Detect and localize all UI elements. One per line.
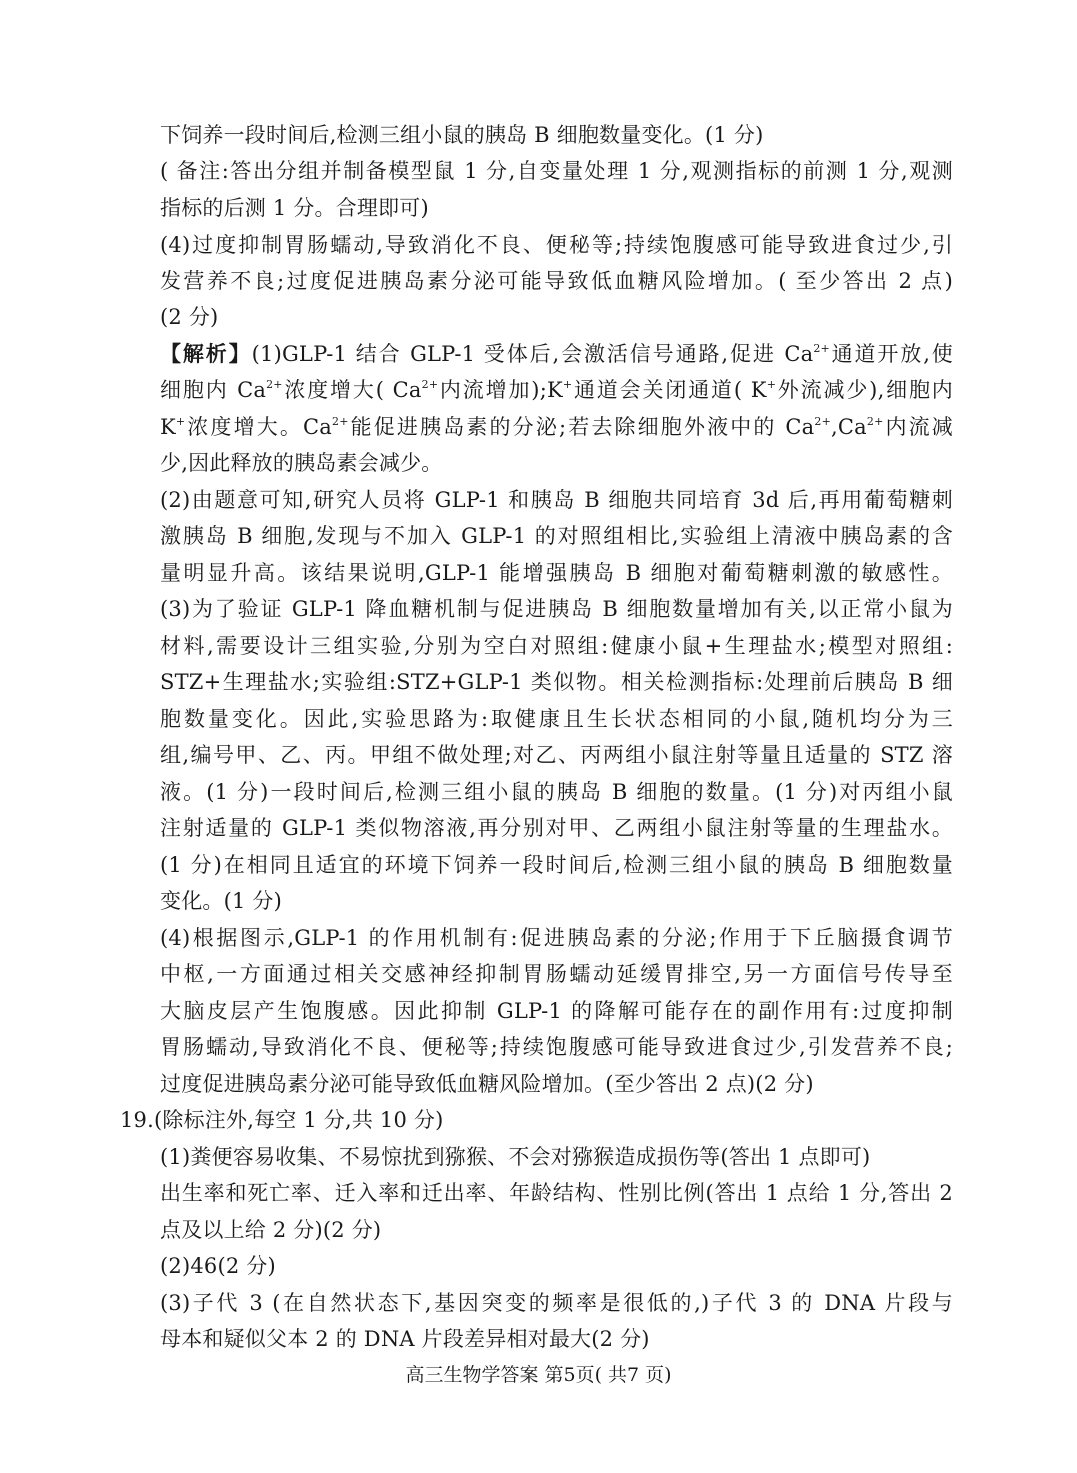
text-line: (3)为了验证 GLP-1 降血糖机制与促进胰岛 B 细胞数量增加有关,以正常小鼠为 xyxy=(160,597,953,621)
text-line: 中枢,一方面通过相关交感神经抑制胃肠蠕动延缓胃排空,另一方面信号传导至 xyxy=(160,962,953,986)
text-line: 液。(1 分)一段时间后,检测三组小鼠的胰岛 B 细胞的数量。(1 分)对丙组小鼠 xyxy=(160,780,953,804)
text-line: (4)根据图示,GLP-1 的作用机制有:促进胰岛素的分泌;作用于下丘脑摄食调节 xyxy=(160,926,953,950)
text-line: 胃肠蠕动,导致消化不良、便秘等;持续饱腹感可能导致进食过少,引发营养不良; xyxy=(160,1035,953,1059)
text-line: K+浓度增大。$Ca^{2+}$能促进胰岛素的分泌;若去除细胞外液中的 $Ca^{2+},Ca^{2+}$内流减 xyxy=(160,415,953,439)
text-line: 少,因此释放的胰岛素会减少。 xyxy=(160,451,443,475)
text-line: 材料,需要设计三组实验,分别为空白对照组:健康小鼠+生理盐水;模型对照组: xyxy=(160,634,953,658)
text-line: (2)46(2 分) xyxy=(160,1254,276,1278)
question-19-heading: 19.(除标注外,每空 1 分,共 10 分) xyxy=(120,1108,444,1132)
text-line: (4)过度抑制胃肠蠕动,导致消化不良、便秘等;持续饱腹感可能导致进食过少,引 xyxy=(160,233,953,257)
text-line: (2 分) xyxy=(160,305,219,329)
text-line: 组,编号甲、乙、丙。甲组不做处理;对乙、丙两组小鼠注射等量且适量的 STZ 溶 xyxy=(160,743,953,767)
text-line: (2)由题意可知,研究人员将 GLP-1 和胰岛 B 细胞共同培育 3d 后,再用葡萄糖刺 xyxy=(160,488,953,512)
text-line: (1 分)在相同且适宜的环境下饲养一段时间后,检测三组小鼠的胰岛 B 细胞数量 xyxy=(160,853,953,877)
text-line: 出生率和死亡率、迁入率和迁出率、年龄结构、性别比例(答出 1 点给 1 分,答出 2 xyxy=(160,1181,953,1205)
page-footer: 高三生物学答案 第5页( 共7 页) xyxy=(405,1364,672,1386)
text-line: 指标的后测 1 分。合理即可) xyxy=(160,196,429,220)
text-line: (1)粪便容易收集、不易惊扰到猕猴、不会对猕猴造成损伤等(答出 1 点即可) xyxy=(160,1145,871,1169)
text-line: 细胞内 $Ca^{2+}$浓度增大( $Ca^{2+}$内流增加);K+通道会关闭通道( K+外流减少),细胞内 xyxy=(160,378,953,402)
text-line: 大脑皮层产生饱腹感。因此抑制 GLP-1 的降解可能存在的副作用有:过度抑制 xyxy=(160,999,953,1023)
text-line: 过度促进胰岛素分泌可能导致低血糖风险增加。(至少答出 2 点)(2 分) xyxy=(160,1072,814,1096)
text-line: (3)子代 3 (在自然状态下,基因突变的频率是很低的,)子代 3 的 DNA 片段与 xyxy=(160,1291,953,1315)
text-line: 量明显升高。该结果说明,GLP-1 能增强胰岛 B 细胞对葡萄糖刺激的敏感性。 xyxy=(160,561,953,585)
analysis-heading-line: 【解析】(1)GLP-1 结合 GLP-1 受体后,会激活信号通路,促进 $Ca^{2+}$通道开放,使 xyxy=(160,341,954,366)
text-line: 点及以上给 2 分)(2 分) xyxy=(160,1218,382,1242)
text-line: ( 备注:答出分组并制备模型鼠 1 分,自变量处理 1 分,观测指标的前测 1 分,观测 xyxy=(160,159,953,183)
text-line: STZ+生理盐水;实验组:STZ+GLP-1 类似物。相关检测指标:处理前后胰岛 B 细 xyxy=(160,670,953,694)
text-line: 发营养不良;过度促进胰岛素分泌可能导致低血糖风险增加。( 至少答出 2 点) xyxy=(160,269,953,293)
text-line: 胞数量变化。因此,实验思路为:取健康且生长状态相同的小鼠,随机均分为三 xyxy=(160,707,953,731)
text-line: 激胰岛 B 细胞,发现与不加入 GLP-1 的对照组相比,实验组上清液中胰岛素的含 xyxy=(160,524,953,548)
text-line: 下饲养一段时间后,检测三组小鼠的胰岛 B 细胞数量变化。(1 分) xyxy=(160,123,764,147)
text-line: 母本和疑似父本 2 的 DNA 片段差异相对最大(2 分) xyxy=(160,1327,650,1351)
text-line: 注射适量的 GLP-1 类似物溶液,再分别对甲、乙两组小鼠注射等量的生理盐水。 xyxy=(160,816,953,840)
text-line: 变化。(1 分) xyxy=(160,889,283,913)
